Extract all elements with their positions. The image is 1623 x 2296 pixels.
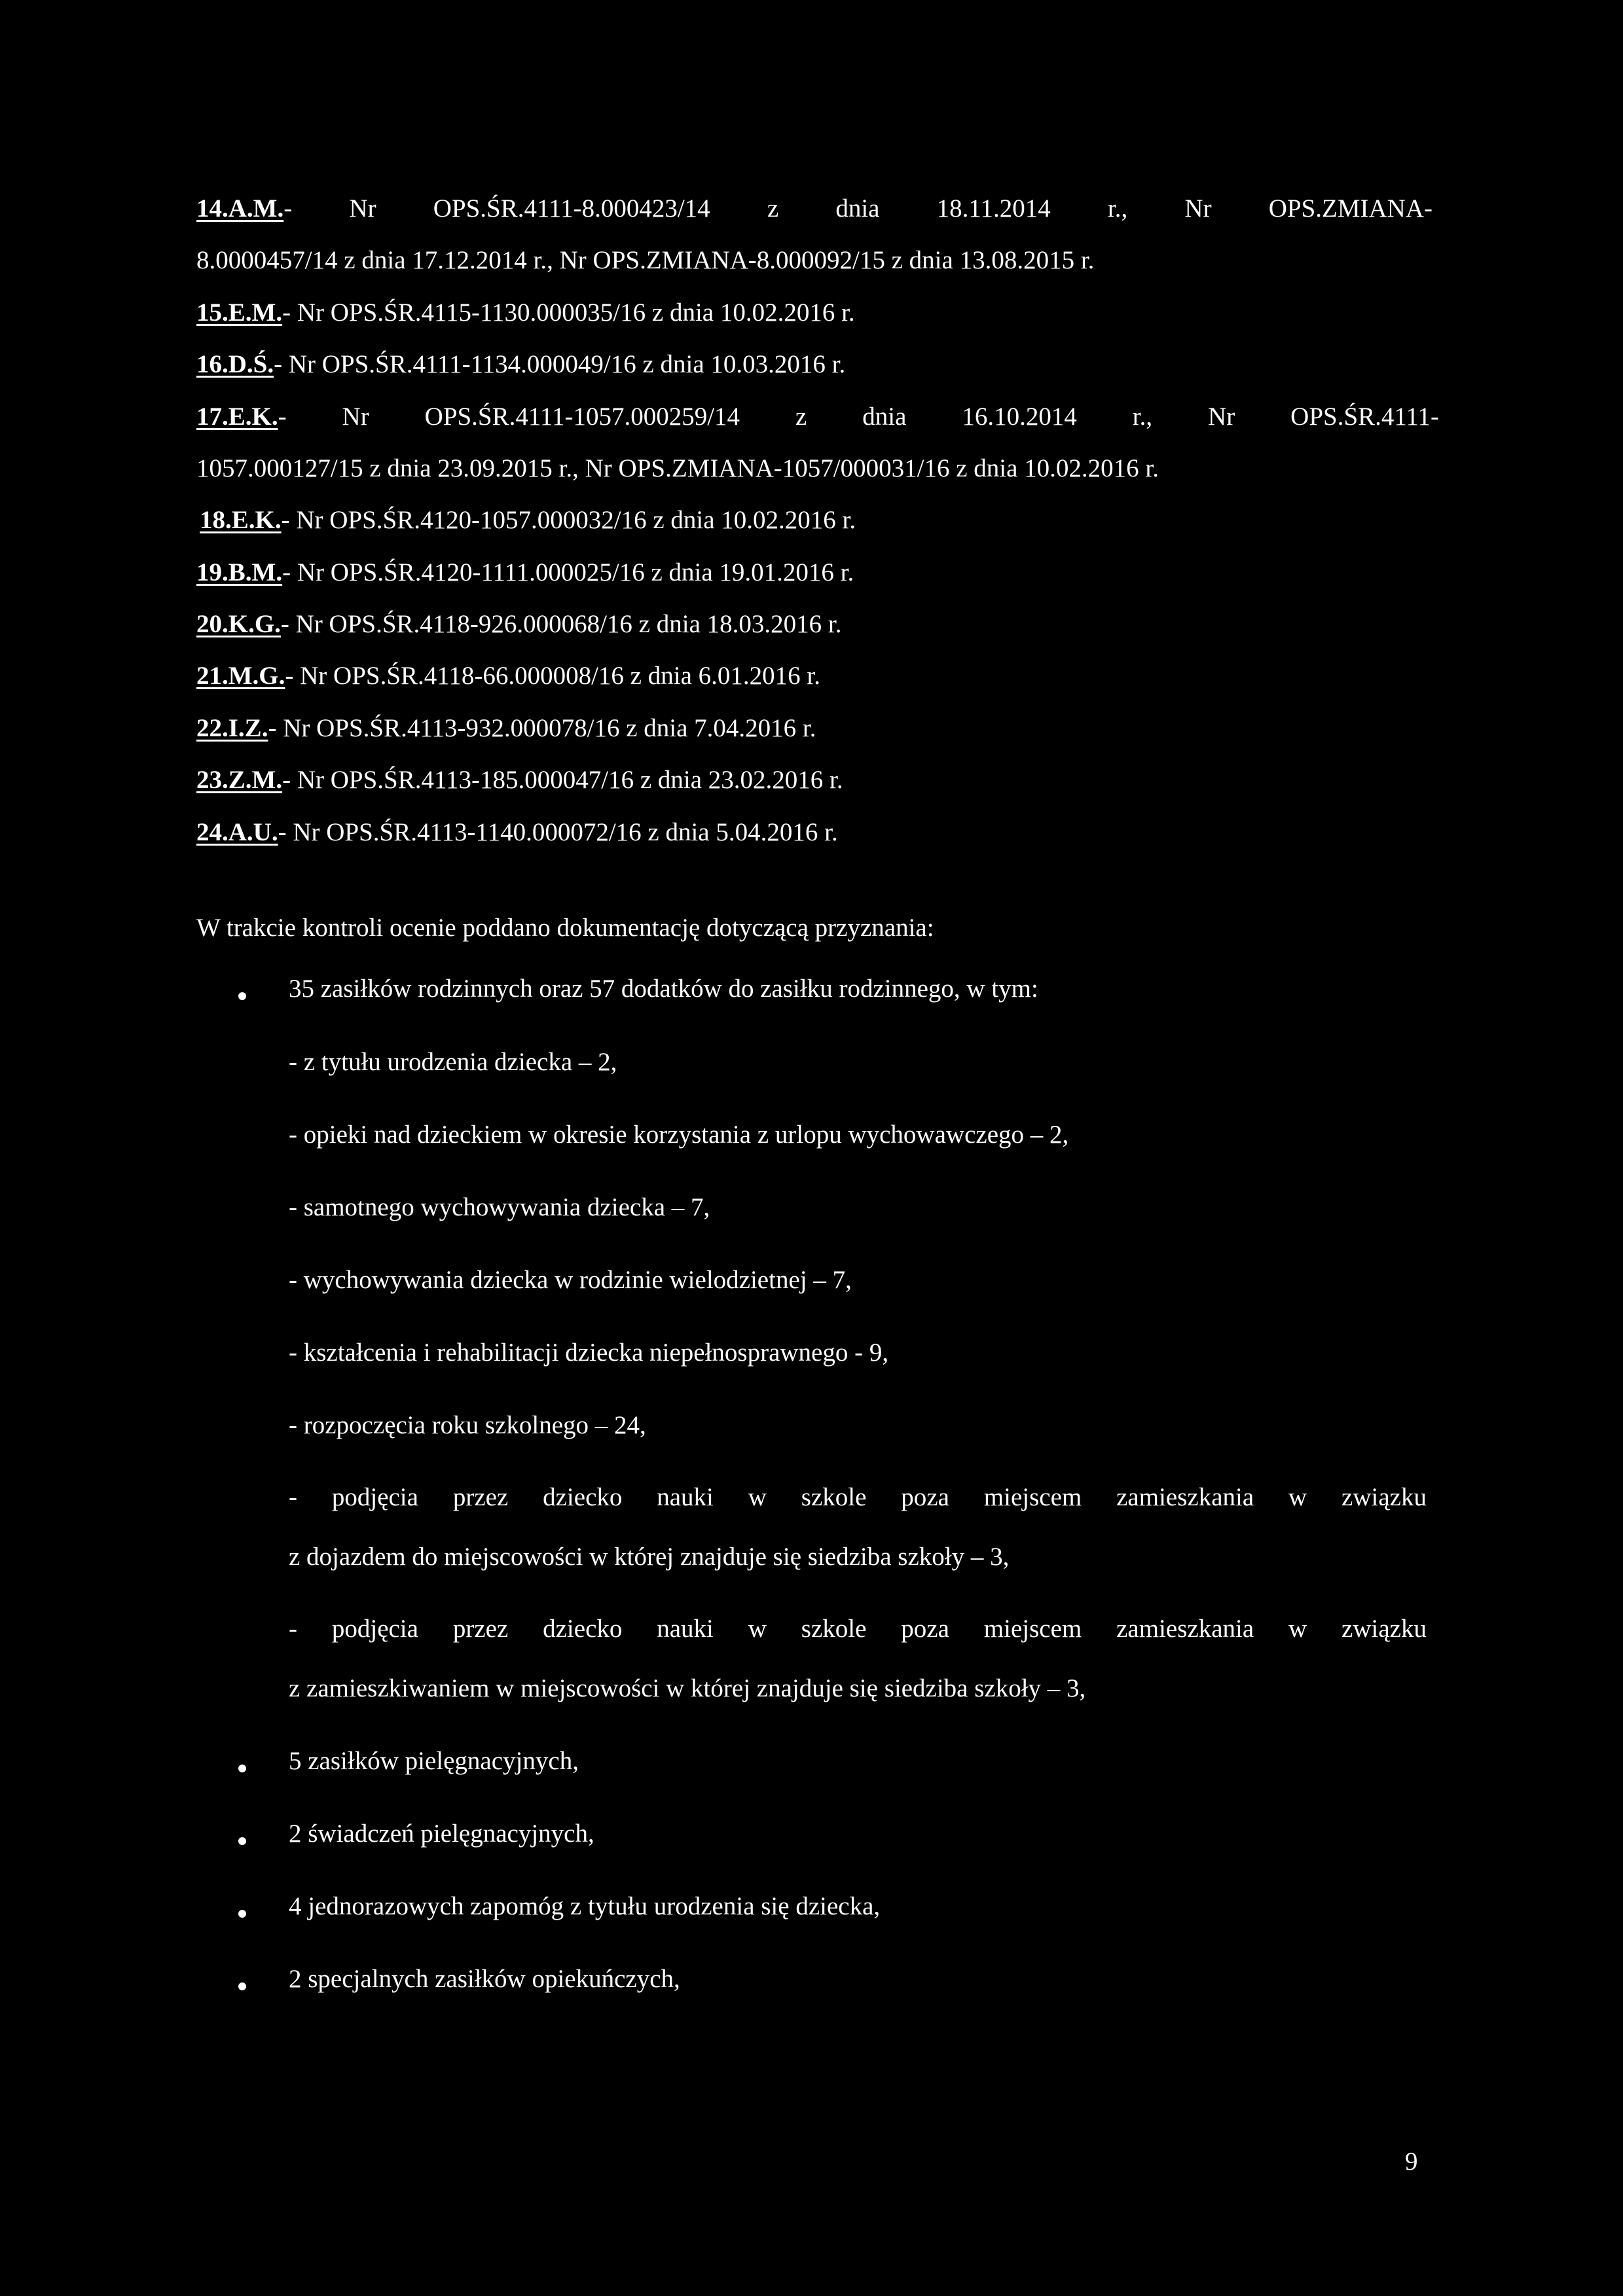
- case-id: 18.E.K.: [200, 506, 282, 534]
- case-entry-14-continued: 8.0000457/14 z dnia 17.12.2014 r., Nr OPS.ZMIANA-8.000092/15 z dnia 13.08.2015 r.: [196, 246, 1095, 274]
- bullet-icon: [238, 992, 246, 1000]
- case-entry-18: [200, 505, 856, 536]
- case-reference: - Nr OPS.ŚR.4118-66.000008/16 z dnia 6.01.2016 r.: [285, 662, 820, 690]
- sub-item: - wychowywania dziecka w rodzinie wielodzietnej – 7,: [289, 1266, 852, 1294]
- case-entry-24: [196, 817, 838, 848]
- case-id: 22.I.Z.: [196, 714, 268, 742]
- sub-item: - podjęcia przez dziecko nauki w szkole poza miejscem zamieszkania w związku: [289, 1483, 1427, 1511]
- bullet-item: 35 zasiłków rodzinnych oraz 57 dodatków do zasiłku rodzinnego, w tym:: [289, 975, 1038, 1003]
- case-entry-14: [196, 194, 1432, 224]
- case-entry-16: [196, 350, 845, 380]
- sub-item: - rozpoczęcia roku szkolnego – 24,: [289, 1411, 646, 1439]
- case-entry-17-continued: 1057.000127/15 z dnia 23.09.2015 r., Nr OPS.ZMIANA-1057/000031/16 z dnia 10.02.2016 r.: [196, 454, 1159, 482]
- case-id: 21.M.G.: [196, 662, 285, 690]
- case-id: 20.K.G.: [196, 610, 281, 638]
- case-reference: - Nr OPS.ŚR.4120-1057.000032/16 z dnia 10.02.2016 r.: [281, 506, 856, 534]
- sub-item: - podjęcia przez dziecko nauki w szkole poza miejscem zamieszkania w związku: [289, 1615, 1427, 1643]
- sub-item: - samotnego wychowywania dziecka – 7,: [289, 1193, 710, 1221]
- case-id: 17.E.K.: [196, 403, 278, 431]
- case-reference: - Nr OPS.ŚR.4113-185.000047/16 z dnia 23.02.2016 r.: [282, 766, 843, 794]
- case-entry-15: [196, 298, 855, 329]
- case-entry-17: [196, 402, 1439, 433]
- case-id: 19.B.M.: [196, 558, 283, 586]
- intro-paragraph: W trakcie kontroli ocenie poddano dokumentację dotyczącą przyznania:: [196, 914, 934, 942]
- case-entry-21: [196, 661, 820, 692]
- case-id: 23.Z.M.: [196, 766, 283, 794]
- sub-item-continued: z dojazdem do miejscowości w której znajduje się siedziba szkoły – 3,: [289, 1543, 1010, 1571]
- bullet-icon: [238, 1910, 246, 1918]
- case-reference: - Nr OPS.ŚR.4118-926.000068/16 z dnia 18.03.2016 r.: [280, 610, 842, 638]
- case-entry-23: [196, 765, 843, 796]
- bullet-item: 4 jednorazowych zapomóg z tytułu urodzenia się dziecka,: [289, 1892, 881, 1920]
- bullet-icon: [238, 1837, 246, 1845]
- bullet-item: 5 zasiłków pielęgnacyjnych,: [289, 1747, 579, 1775]
- bullet-item: 2 specjalnych zasiłków opiekuńczych,: [289, 1965, 680, 1993]
- case-reference: - Nr OPS.ŚR.4120-1111.000025/16 z dnia 19.01.2016 r.: [282, 558, 854, 586]
- sub-item: - kształcenia i rehabilitacji dziecka niepełnosprawnego - 9,: [289, 1338, 889, 1367]
- bullet-icon: [238, 1982, 246, 1990]
- case-reference: - Nr OPS.ŚR.4111-1057.000259/14 z dnia 16.10.2014 r., Nr OPS.ŚR.4111-: [278, 403, 1439, 431]
- case-entry-20: [196, 609, 841, 640]
- page-number: 9: [1405, 2147, 1418, 2176]
- sub-item: - z tytułu urodzenia dziecka – 2,: [289, 1048, 617, 1076]
- case-reference: - Nr OPS.ŚR.4111-1134.000049/16 z dnia 10.03.2016 r.: [274, 350, 846, 378]
- case-id: 15.E.M.: [196, 298, 283, 327]
- case-id: 14.A.M.: [196, 194, 284, 223]
- case-entry-19: [196, 558, 854, 588]
- case-reference: - Nr OPS.ŚR.4113-932.000078/16 z dnia 7.04.2016 r.: [268, 714, 816, 742]
- case-reference: - Nr OPS.ŚR.4113-1140.000072/16 z dnia 5.04.2016 r.: [278, 818, 838, 846]
- case-id: 16.D.Ś.: [196, 350, 274, 378]
- bullet-icon: [238, 1765, 246, 1772]
- case-reference: - Nr OPS.ŚR.4115-1130.000035/16 z dnia 10.02.2016 r.: [282, 298, 855, 327]
- sub-item: - opieki nad dzieckiem w okresie korzystania z urlopu wychowawczego – 2,: [289, 1121, 1069, 1149]
- sub-item-continued: z zamieszkiwaniem w miejscowości w której znajduje się siedziba szkoły – 3,: [289, 1674, 1086, 1702]
- case-id: 24.A.U.: [196, 818, 278, 846]
- case-entry-22: [196, 713, 816, 744]
- bullet-item: 2 świadczeń pielęgnacyjnych,: [289, 1820, 594, 1848]
- case-reference: - Nr OPS.ŚR.4111-8.000423/14 z dnia 18.11.2014 r., Nr OPS.ZMIANA-: [283, 194, 1432, 223]
